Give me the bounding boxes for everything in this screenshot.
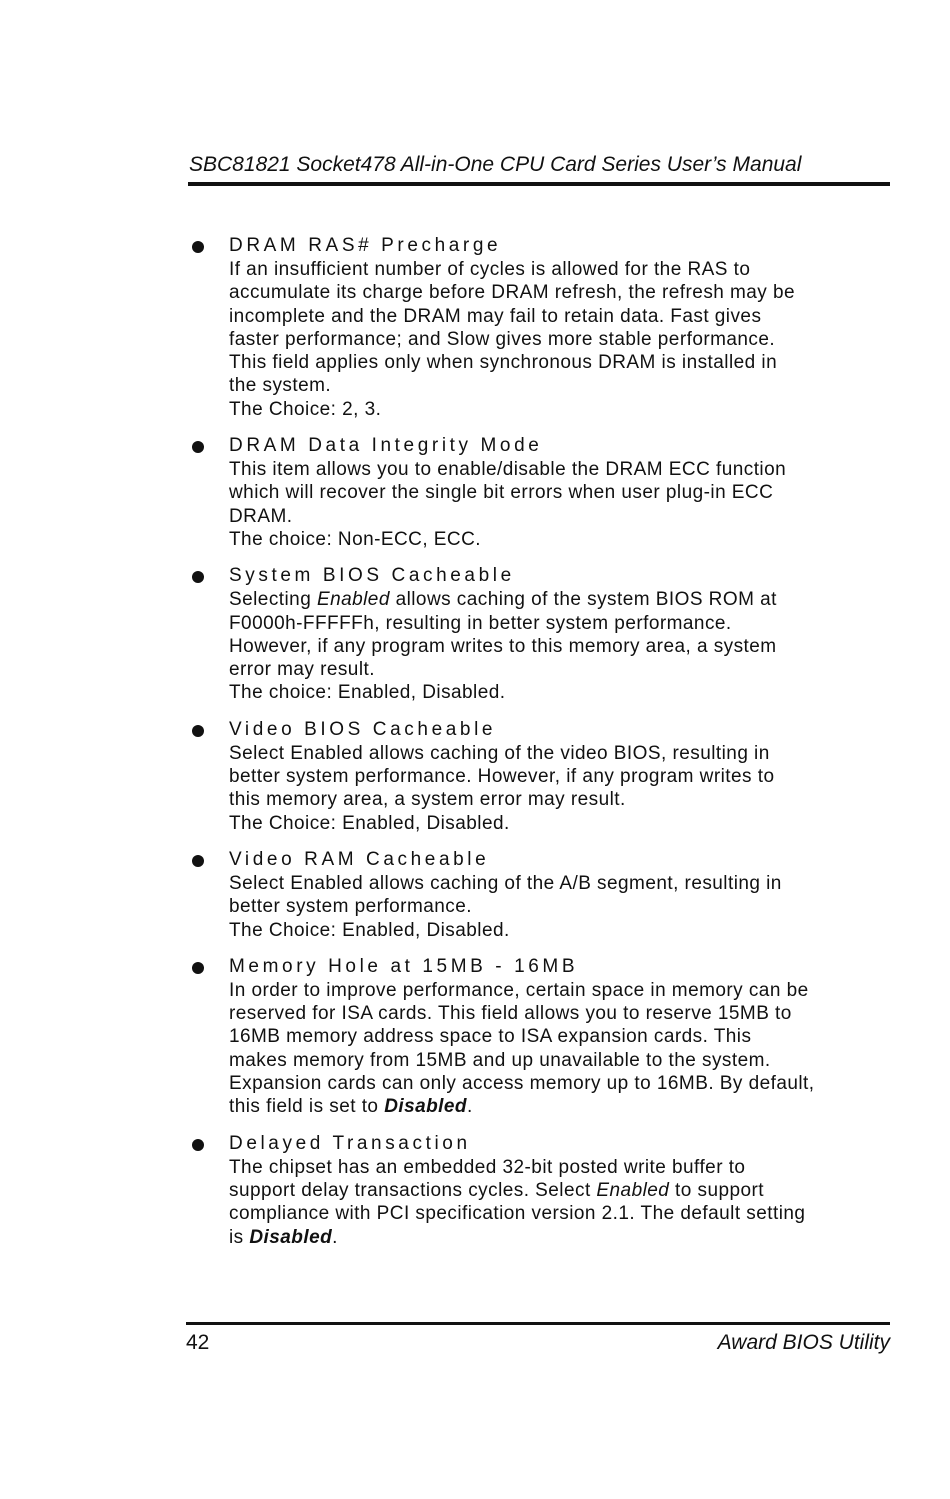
text-segment: better system performance. — [229, 896, 472, 918]
text-segment: which will recover the single bit errors when user plug-in ECC — [229, 482, 774, 504]
text-segment: The choice: Non-ECC, ECC. — [229, 528, 481, 550]
text-segment: compliance with PCI specification version 2.1. The default setting — [229, 1203, 806, 1225]
text-segment: Expansion cards can only access memory up to 16MB. By default, — [229, 1073, 815, 1095]
text-segment: faster performance; and Slow gives more stable performance. — [229, 328, 776, 350]
text-segment: Enabled — [316, 589, 390, 611]
setting-title: DRAM Data Integrity Mode — [229, 435, 543, 457]
setting-title: DRAM RAS# Precharge — [229, 235, 502, 256]
setting-title: Video BIOS Cacheable — [229, 718, 497, 740]
bullet-icon — [192, 962, 204, 974]
setting-description-line — [229, 612, 898, 635]
text-segment: However, if any program writes to this memory area, a system — [229, 635, 777, 657]
setting-description-line — [229, 1025, 898, 1048]
text-segment: The Choice: Enabled, Disabled. — [229, 812, 510, 834]
text-segment: F0000h-FFFFFh, resulting in better system performance. — [229, 612, 732, 634]
footer-divider — [186, 1322, 890, 1325]
setting-title: Video RAM Cacheable — [229, 848, 490, 870]
bullet-icon — [192, 725, 204, 737]
setting-description-line — [229, 528, 898, 551]
setting-description-line — [229, 458, 898, 481]
bios-settings-list — [188, 233, 898, 1261]
header-divider — [188, 182, 890, 186]
setting-description-line — [229, 919, 898, 942]
setting-title: System BIOS Cacheable — [229, 565, 515, 587]
text-segment: In order to improve performance, certain space in memory can be — [229, 979, 809, 1001]
page-footer — [186, 1322, 890, 1358]
setting-description-line — [229, 681, 898, 704]
text-segment: Selecting — [229, 589, 317, 611]
setting-description-line — [229, 765, 898, 788]
setting-description-line — [229, 481, 898, 504]
setting-description-line — [229, 374, 898, 397]
setting-description-line — [229, 1226, 898, 1249]
setting-description-line — [229, 812, 898, 835]
text-segment: 16MB memory address space to ISA expansion cards. This — [229, 1026, 752, 1048]
text-segment: Select Enabled allows caching of the A/B segment, resulting in — [229, 872, 782, 894]
setting-description-line — [229, 351, 898, 374]
bullet-icon — [192, 855, 204, 867]
page-number: 42 — [186, 1331, 210, 1354]
setting-description-line — [229, 1156, 898, 1179]
text-segment: error may result. — [229, 659, 375, 681]
setting-item — [188, 563, 898, 704]
bullet-icon — [192, 241, 204, 253]
setting-description-line — [229, 398, 898, 421]
text-segment: Disabled — [249, 1226, 333, 1248]
manual-title: SBC81821 Socket478 All-in-One CPU Card Series User’s Manual — [189, 153, 802, 176]
text-segment: Select Enabled allows caching of the video BIOS, resulting in — [229, 742, 770, 764]
text-segment: this memory area, a system error may result. — [229, 789, 626, 811]
setting-description-line — [229, 872, 898, 895]
text-segment: makes memory from 15MB and up unavailable to the system. — [229, 1049, 771, 1071]
text-segment: Disabled — [384, 1096, 467, 1118]
setting-description-line — [229, 258, 898, 281]
bullet-icon — [192, 1139, 204, 1151]
text-segment: better system performance. However, if any program writes to — [229, 766, 775, 788]
bullet-icon — [192, 441, 204, 453]
setting-description-line — [229, 281, 898, 304]
text-segment: accumulate its charge before DRAM refresh, the refresh may be — [229, 282, 796, 304]
setting-description-line — [229, 1095, 898, 1118]
setting-description-line — [229, 635, 898, 658]
text-segment: to support — [669, 1179, 765, 1201]
text-segment: Enabled — [596, 1179, 670, 1201]
setting-item — [188, 847, 898, 942]
setting-description-line — [229, 979, 898, 1002]
setting-item — [188, 233, 898, 421]
setting-description-line — [229, 1072, 898, 1095]
setting-item — [188, 717, 898, 835]
setting-description-line — [229, 658, 898, 681]
setting-description-line — [229, 328, 898, 351]
setting-description-line — [229, 1179, 898, 1202]
section-title: Award BIOS Utility — [717, 1331, 890, 1354]
bullet-icon — [192, 571, 204, 583]
text-segment: DRAM. — [229, 505, 293, 527]
text-segment: The choice: Enabled, Disabled. — [229, 682, 506, 704]
setting-description-line — [229, 505, 898, 528]
text-segment: The chipset has an embedded 32-bit posted write buffer to — [229, 1156, 746, 1178]
text-segment: is — [229, 1226, 250, 1248]
text-segment: This item allows you to enable/disable the DRAM ECC function — [229, 459, 787, 481]
setting-description-line — [229, 588, 898, 611]
setting-description-line — [229, 788, 898, 811]
setting-item — [188, 954, 898, 1119]
text-segment: incomplete and the DRAM may fail to retain data. Fast gives — [229, 305, 762, 327]
text-segment: allows caching of the system BIOS ROM at — [389, 589, 777, 611]
footer-row — [186, 1328, 890, 1358]
text-segment: This field applies only when synchronous DRAM is installed in — [229, 352, 778, 374]
setting-description-line — [229, 1002, 898, 1025]
setting-description-line — [229, 305, 898, 328]
setting-title: Delayed Transaction — [229, 1132, 471, 1154]
setting-description-line — [229, 742, 898, 765]
setting-description-line — [229, 895, 898, 918]
text-segment: If an insufficient number of cycles is allowed for the RAS to — [229, 259, 751, 280]
setting-item — [188, 433, 898, 551]
setting-item — [188, 1131, 898, 1249]
text-segment: the system. — [229, 375, 332, 397]
text-segment: this field is set to — [229, 1096, 385, 1118]
text-segment: reserved for ISA cards. This field allows you to reserve 15MB to — [229, 1003, 792, 1025]
setting-description-line — [229, 1049, 898, 1072]
text-segment: The Choice: 2, 3. — [229, 398, 382, 420]
text-segment: support delay transactions cycles. Select — [229, 1179, 597, 1201]
setting-description-line — [229, 1202, 898, 1225]
text-segment: The Choice: Enabled, Disabled. — [229, 919, 510, 941]
page-header — [188, 150, 890, 186]
text-segment: . — [332, 1226, 338, 1248]
text-segment: . — [466, 1096, 473, 1118]
setting-title: Memory Hole at 15MB - 16MB — [229, 955, 579, 977]
